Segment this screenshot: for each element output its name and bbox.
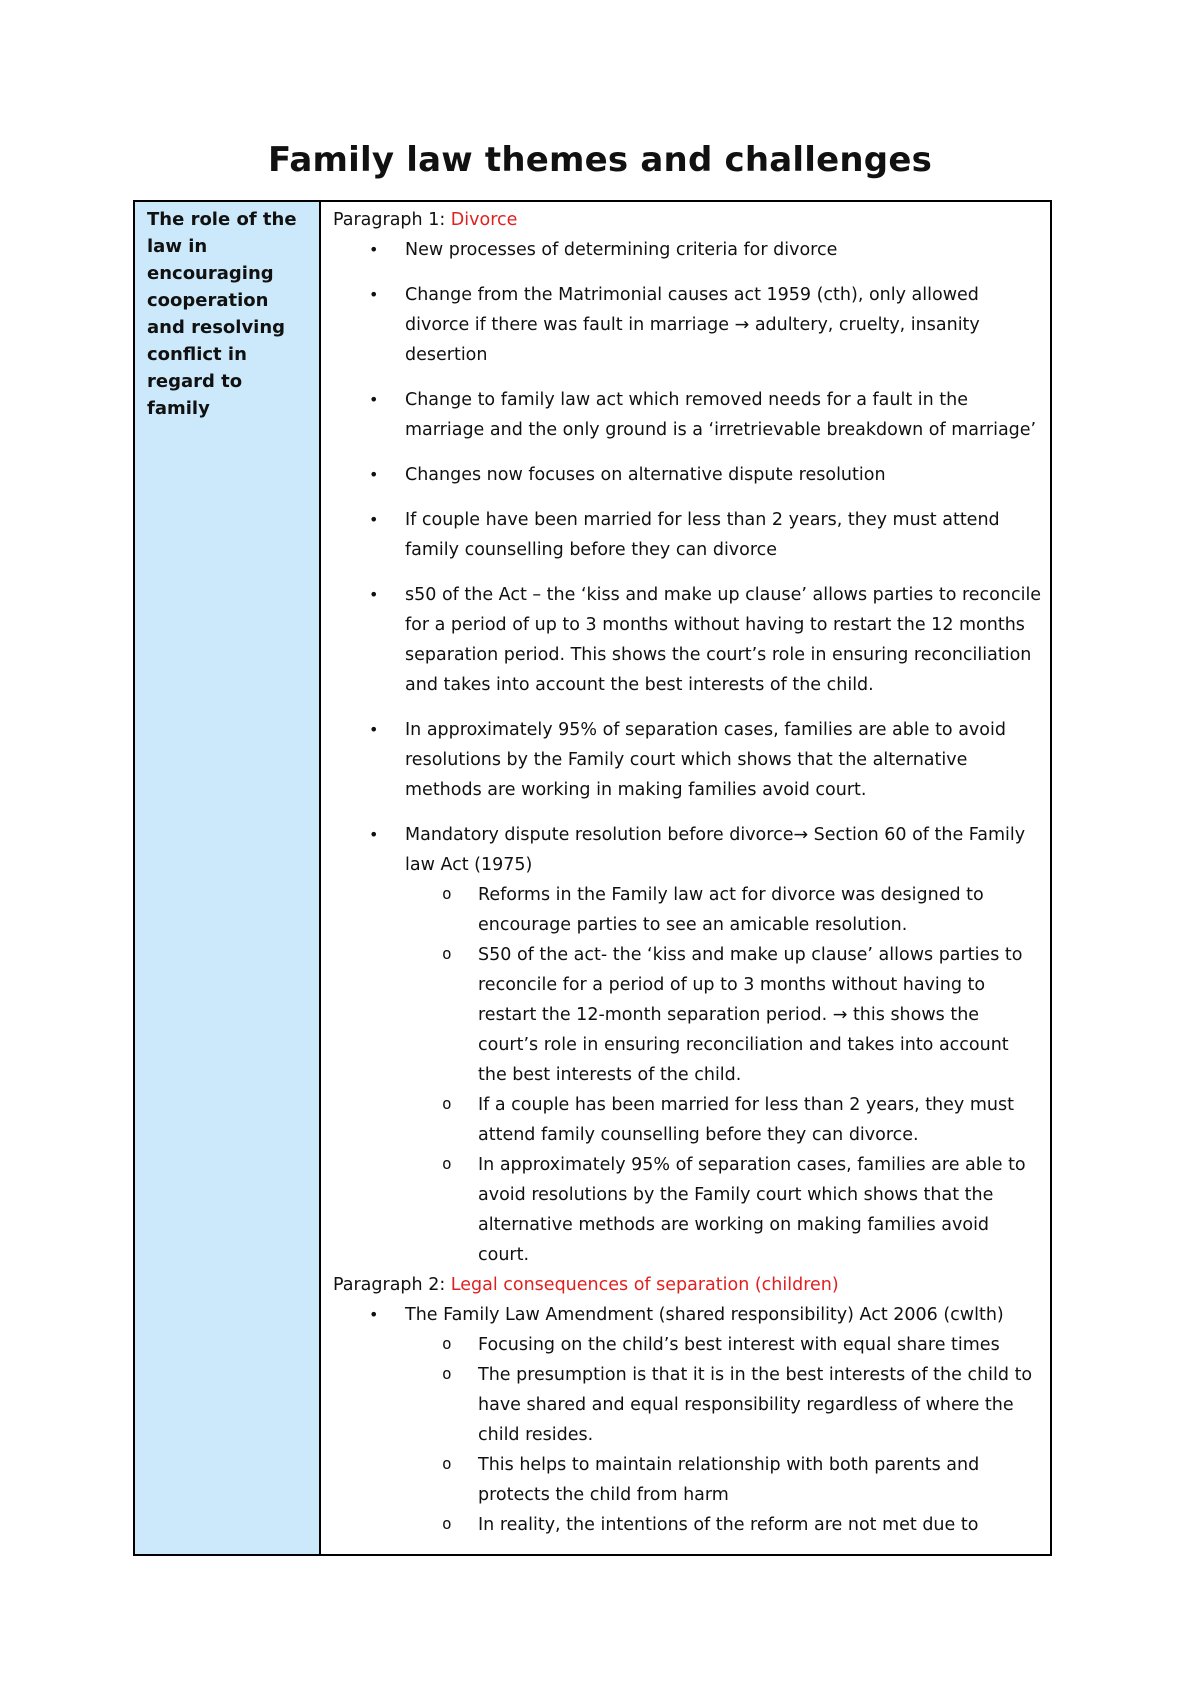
bullet-icon: • bbox=[369, 285, 379, 304]
sub-bullet-icon: o bbox=[442, 1094, 452, 1113]
bullet-item bbox=[333, 1300, 1042, 1540]
sub-item bbox=[405, 1450, 1042, 1510]
sub-bullet-icon: o bbox=[442, 1154, 452, 1173]
sub-bullet-icon: o bbox=[442, 1454, 452, 1473]
paragraph-topic: Legal consequences of separation (children) bbox=[450, 1275, 839, 1295]
sub-item bbox=[405, 1510, 1042, 1540]
sub-bullet-icon: o bbox=[442, 1334, 452, 1353]
sub-text: If a couple has been married for less than 2 years, they must attend family counselling before they can divorce. bbox=[478, 1095, 1014, 1145]
sub-item bbox=[405, 1090, 1042, 1150]
sub-list bbox=[442, 880, 1042, 1270]
bullet-list bbox=[333, 235, 1042, 1270]
bullet-text: New processes of determining criteria for divorce bbox=[405, 240, 838, 260]
bullet-list bbox=[333, 1300, 1042, 1540]
bullet-icon: • bbox=[369, 465, 379, 484]
bullet-item bbox=[333, 505, 1042, 565]
paragraph-topic: Divorce bbox=[450, 210, 518, 230]
sub-bullet-icon: o bbox=[442, 944, 452, 963]
sub-bullet-icon: o bbox=[442, 884, 452, 903]
sub-item bbox=[405, 1330, 1042, 1360]
paragraph-label: Paragraph 1: bbox=[333, 210, 451, 230]
bullet-item bbox=[333, 580, 1042, 700]
sub-text: The presumption is that it is in the best interests of the child to have shared and equal responsibility regardless of where the child resides. bbox=[478, 1365, 1033, 1445]
bullet-item bbox=[333, 715, 1042, 805]
topic-heading: The role of the law in encouraging cooperation and resolving conflict in regard to family bbox=[147, 209, 297, 419]
bullet-item bbox=[333, 460, 1042, 490]
page-title: Family law themes and challenges bbox=[267, 140, 933, 180]
bullet-icon: • bbox=[369, 1305, 379, 1324]
bullet-text: Changes now focuses on alternative dispute resolution bbox=[405, 465, 886, 485]
bullet-text: Change from the Matrimonial causes act 1959 (cth), only allowed divorce if there was fault in marriage → adultery, cruelty, insanity desertion bbox=[405, 285, 980, 365]
paragraph-heading bbox=[333, 1270, 1042, 1300]
bullet-text: If couple have been married for less than 2 years, they must attend family counselling before they can divorce bbox=[405, 510, 1000, 560]
sub-text: S50 of the act- the ‘kiss and make up clause’ allows parties to reconcile for a period of up to 3 months without having to restart the 12-month separation period. → this shows the court’s role in ensuring reconciliation and takes into account the best interests of the child. bbox=[478, 945, 1023, 1085]
sub-text: Focusing on the child’s best interest with equal share times bbox=[478, 1335, 1000, 1355]
sub-item bbox=[405, 940, 1042, 1090]
paragraph-label: Paragraph 2: bbox=[333, 1275, 451, 1295]
paragraph-heading bbox=[333, 205, 1042, 235]
bullet-icon: • bbox=[369, 720, 379, 739]
sub-text: Reforms in the Family law act for divorce was designed to encourage parties to see an amicable resolution. bbox=[478, 885, 984, 935]
notes-table bbox=[133, 200, 1052, 1556]
bullet-icon: • bbox=[369, 510, 379, 529]
sub-item bbox=[405, 1360, 1042, 1450]
sub-list bbox=[442, 1330, 1042, 1540]
bullet-item bbox=[333, 385, 1042, 445]
sub-text: In approximately 95% of separation cases, families are able to avoid resolutions by the Family court which shows that the alternative methods are working on making families avoid court. bbox=[478, 1155, 1026, 1265]
sub-text: This helps to maintain relationship with both parents and protects the child from harm bbox=[478, 1455, 980, 1505]
sub-item bbox=[405, 1150, 1042, 1270]
bullet-icon: • bbox=[369, 240, 379, 259]
bullet-item bbox=[333, 820, 1042, 1270]
bullet-text: Change to family law act which removed needs for a fault in the marriage and the only ground is a ‘irretrievable breakdown of marriage’ bbox=[405, 390, 1037, 440]
sub-text: In reality, the intentions of the reform are not met due to bbox=[478, 1515, 979, 1535]
bullet-icon: • bbox=[369, 390, 379, 409]
bullet-text: s50 of the Act – the ‘kiss and make up clause’ allows parties to reconcile for a period of up to 3 months without having to restart the 12 months separation period. This shows the court’s role in ensuring reconciliation and takes into account the best interests of the child. bbox=[405, 585, 1042, 695]
sub-bullet-icon: o bbox=[442, 1364, 452, 1383]
sub-item bbox=[405, 880, 1042, 940]
sub-bullet-icon: o bbox=[442, 1514, 452, 1533]
bullet-text: The Family Law Amendment (shared responsibility) Act 2006 (cwlth) bbox=[405, 1305, 1004, 1325]
bullet-icon: • bbox=[369, 585, 379, 604]
content-cell bbox=[321, 202, 1050, 1554]
bullet-icon: • bbox=[369, 825, 379, 844]
topic-heading-cell bbox=[135, 202, 321, 1554]
bullet-item bbox=[333, 235, 1042, 265]
bullet-text: In approximately 95% of separation cases, families are able to avoid resolutions by the Family court which shows that the alternative methods are working in making families avoid court. bbox=[405, 720, 1006, 800]
bullet-item bbox=[333, 280, 1042, 370]
bullet-text: Mandatory dispute resolution before divorce→ Section 60 of the Family law Act (1975) bbox=[405, 825, 1026, 875]
